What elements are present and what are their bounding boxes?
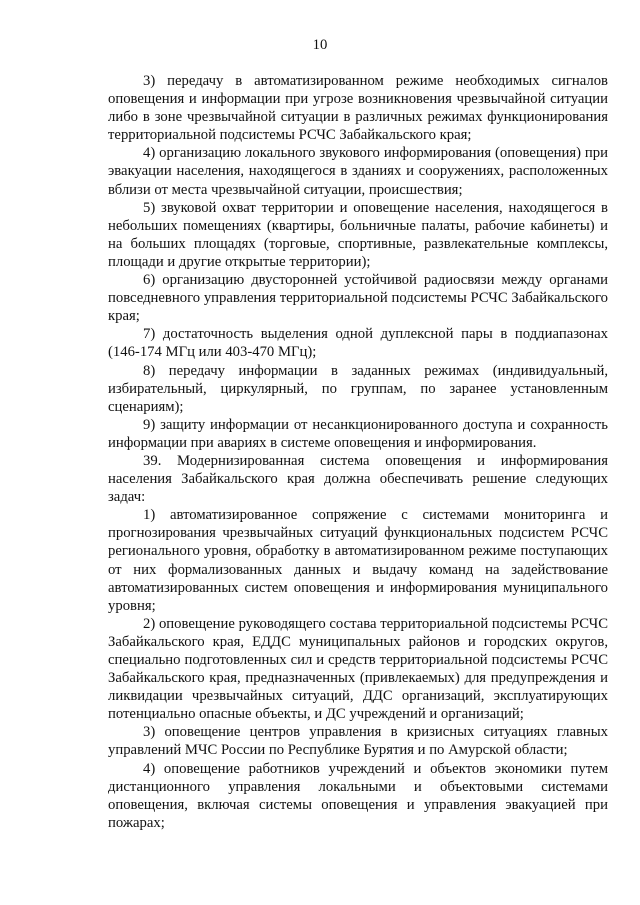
paragraph-item-6: 6) организацию двусторонней устойчивой радиосвязи между органами повседневного управления территориальной подсистемы РСЧС Забайкальского края; bbox=[108, 272, 608, 325]
paragraph-item-4: 4) организацию локального звукового информирования (оповещения) при эвакуации населения, находящегося в зданиях и сооружениях, расположенных вблизи от места чрезвычайной ситуации, происшествия; bbox=[108, 145, 608, 198]
paragraph-task-2: 2) оповещение руководящего состава территориальной подсистемы РСЧС Забайкальского края, ЕДДС муниципальных районов и городских округов, специально подготовленных сил и средств территориальной подсистемы РСЧС Забайкальского края, предназначенных (привлекаемых) для предупреждения и ликвидации чрезвычайных ситуаций, ДДС организаций, эксплуатирующих потенциально опасные объекты, и ДС учреждений и организаций; bbox=[108, 615, 608, 723]
page-number: 10 bbox=[312, 37, 328, 53]
paragraph-task-3: 3) оповещение центров управления в кризисных ситуациях главных управлений МЧС России по Республике Бурятия и по Амурской области; bbox=[108, 724, 608, 759]
paragraph-item-5: 5) звуковой охват территории и оповещение населения, находящегося в небольших помещениях (квартиры, больничные палаты, рабочие кабинеты) и на больших площадях (торговые, спортивные, развлекательные комплексы, площади и другие открытые территории); bbox=[108, 199, 608, 270]
document-body bbox=[108, 72, 608, 832]
paragraph-clause-39: 39. Модернизированная система оповещения и информирования населения Забайкальского края должна обеспечивать решение следующих задач: bbox=[108, 452, 608, 506]
paragraph-item-9: 9) защиту информации от несанкционированного доступа и сохранность информации при авариях в системе оповещения и информирования. bbox=[108, 416, 608, 451]
paragraph-item-3: 3) передачу в автоматизированном режиме необходимых сигналов оповещения и информации при угрозе возникновения чрезвычайной ситуации либо в зоне чрезвычайной ситуации в различных режимах функционирования территориальной подсистемы РСЧС Забайкальского края; bbox=[108, 73, 608, 144]
paragraph-task-4: 4) оповещение работников учреждений и объектов экономики путем дистанционного управления локальными и объектовыми системами оповещения, включая системы оповещения и управления эвакуацией при пожарах; bbox=[108, 760, 608, 831]
paragraph-item-8: 8) передачу информации в заданных режимах (индивидуальный, избирательный, циркулярный, по группам, по заранее установленным сценариям); bbox=[108, 362, 608, 415]
paragraph-task-1: 1) автоматизированное сопряжение с системами мониторинга и прогнозирования чрезвычайных ситуаций функциональных подсистем РСЧС регионального уровня, обработку в автоматизированном режиме поступающих от них формализованных данных и выдачу команд на задействование автоматизированных систем оповещения и информирования муниципального уровня; bbox=[108, 507, 608, 614]
paragraph-item-7: 7) достаточность выделения одной дуплексной пары в поддиапазонах (146-174 МГц или 403-470 МГц); bbox=[108, 326, 608, 361]
